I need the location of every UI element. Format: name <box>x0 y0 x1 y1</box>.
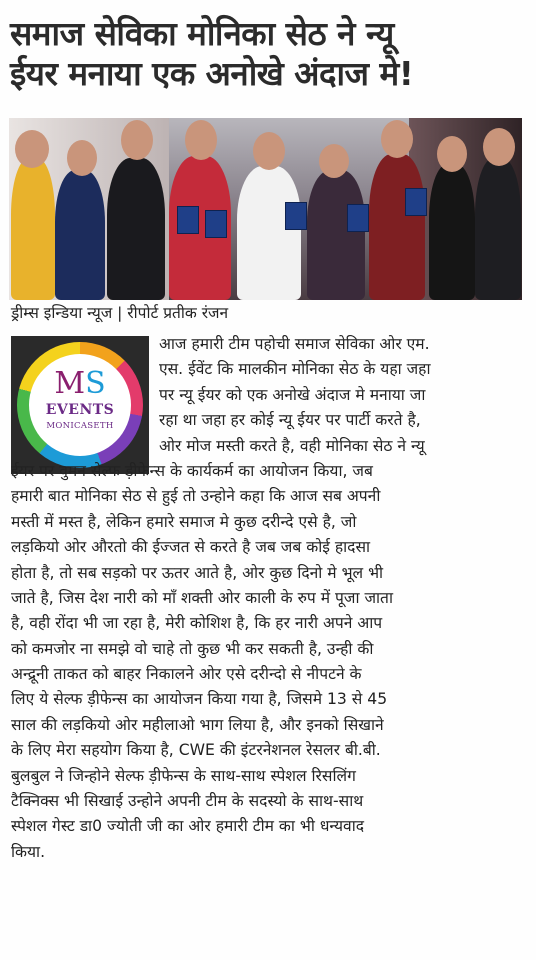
article-line: लड़कियो ओर औरतो की ईज्जत से करते है जब जब कोई हादसा <box>11 538 371 557</box>
person-head <box>67 140 97 176</box>
article-line: किया. <box>11 842 46 861</box>
person-head <box>121 120 153 160</box>
article-line: लिए ये सेल्फ ड़ीफेन्स का आयोजन किया गया है, जिसमे 13 से 45 <box>11 690 388 709</box>
event-photo <box>9 118 522 300</box>
person-head <box>15 130 49 168</box>
person-figure <box>55 170 105 300</box>
article-line: जाते है, जिस देश नारी को माँ शक्ती ओर काली के रुप में पूजा जाता <box>11 588 393 607</box>
article-line: पर न्यू ईयर को एक अनोखे अंदाज मे मनाया जा <box>159 385 426 404</box>
person-head <box>253 132 285 170</box>
article-line: स्पेशल गेस्ट डा0 ज्योती जी का ओर हमारी टीम का भी धन्यवाद <box>11 817 365 836</box>
article-line: अन्द्रूनी ताकत को बाहर निकालने ओर एसे दरीन्दो से नीपटने के <box>11 665 362 684</box>
person-head <box>381 120 413 158</box>
person-figure <box>11 158 55 300</box>
article-line: रहा था जहा हर कोई न्यू ईयर पर पार्टी करते है, <box>159 411 421 430</box>
headline-line-1: समाज सेविका मोनिका सेठ ने न्यू <box>10 14 394 53</box>
headline-line-2: ईयर मनाया एक अनोखे अंदाज मे! <box>10 54 414 93</box>
article-body <box>11 332 527 865</box>
article-line: टैक्निक्स भी सिखाई उन्होने अपनी टीम के सदस्यो के साथ-साथ <box>11 792 364 811</box>
book-icon <box>405 188 427 216</box>
article-line: होता है, तो सब सड़को पर ऊतर आते है, ओर कुछ दिनो मे भूल भी <box>11 563 384 582</box>
article-line: ईयर पर वुमन सेल्फ ड़ीफेन्स के कार्यकर्म का आयोजन किया, जब <box>11 461 373 480</box>
person-head <box>185 120 217 160</box>
person-head <box>483 128 515 166</box>
person-figure <box>107 158 165 300</box>
book-icon <box>285 202 307 230</box>
article-line: मस्ती में मस्त है, लेकिन हमारे समाज मे कुछ दरीन्दे एसे है, जो <box>11 512 357 531</box>
person-figure <box>237 166 301 300</box>
article-line: ओर मोज मस्ती करते है, वही मोनिका सेठ ने न्यू <box>159 436 425 455</box>
article-line: हमारी बात मोनिका सेठ से हुई तो उन्होने कहा कि आज सब अपनी <box>11 487 381 506</box>
article-line: बुलबुल ने जिन्होने सेल्फ ड़ीफेन्स के साथ-साथ स्पेशल रिसलिंग <box>11 766 356 785</box>
logo-name-text: MONICASETH <box>46 421 114 431</box>
book-icon <box>347 204 369 232</box>
article-line: एस. ईवेंट कि मालकीन मोनिका सेठ के यहा जहा <box>159 360 431 379</box>
person-figure <box>429 164 475 300</box>
article-line: साल की लड़कियो ओर महीलाओ भाग लिया है, और इनको सिखाने <box>11 715 384 734</box>
person-figure <box>369 154 425 300</box>
article-line: को कमजोर ना समझे वो चाहे तो कुछ भी कर सकती है, उन्ही की <box>11 639 374 658</box>
logo-ms-letters: MS <box>54 366 106 401</box>
article-line: है, वही रोंदा भी जा रहा है, मेरी कोशिश है, कि हर नारी अपने आप <box>11 614 383 633</box>
headline <box>10 14 526 94</box>
logo-events-text: EVENTS <box>45 402 115 418</box>
byline: ड्रीम्स इन्डिया न्यूज | रीपोर्ट प्रतीक रंजन <box>11 304 229 322</box>
person-head <box>319 144 349 178</box>
person-head <box>437 136 467 172</box>
person-figure <box>475 158 521 300</box>
book-icon <box>205 210 227 238</box>
person-figure <box>307 170 365 300</box>
article-line: आज हमारी टीम पहोची समाज सेविका ओर एम. <box>159 335 430 353</box>
article-line: के लिए मेरा सहयोग किया है, CWE की इंटरनेशनल रेसलर बी.बी. <box>11 741 381 760</box>
book-icon <box>177 206 199 234</box>
